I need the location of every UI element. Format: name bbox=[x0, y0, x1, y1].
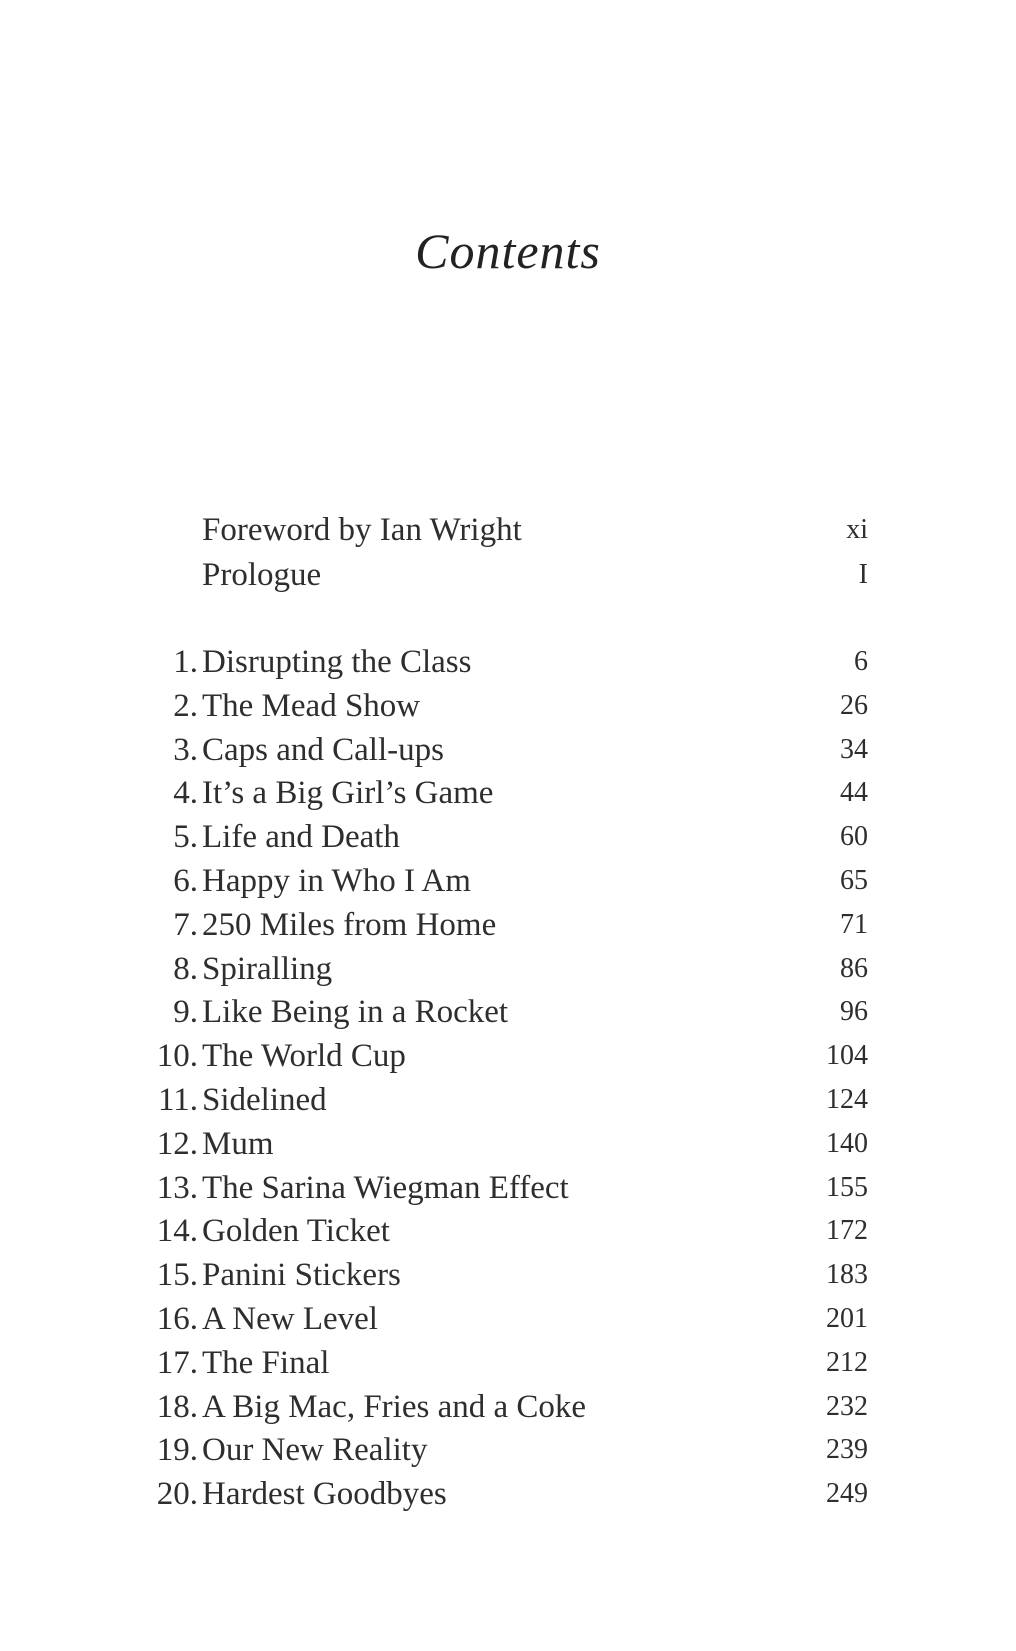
entry-title: Mum bbox=[202, 1126, 274, 1162]
toc-chapter-entry bbox=[0, 859, 1016, 903]
entry-title: A New Level bbox=[202, 1301, 378, 1337]
entry-title: Golden Ticket bbox=[202, 1213, 390, 1249]
toc-chapter-entry bbox=[0, 1034, 1016, 1078]
chapter-number: 15. bbox=[156, 1257, 198, 1293]
entry-title: It’s a Big Girl’s Game bbox=[202, 775, 494, 811]
entry-title: The Final bbox=[202, 1345, 330, 1381]
chapter-number: 11. bbox=[157, 1082, 198, 1118]
page-number: 201 bbox=[826, 1303, 868, 1334]
page-number: 65 bbox=[840, 865, 868, 896]
toc-chapter-entry bbox=[0, 1078, 1016, 1122]
chapter-number: 5. bbox=[173, 819, 198, 855]
toc-chapter-entry bbox=[0, 728, 1016, 772]
page-number: 86 bbox=[840, 953, 868, 984]
toc-chapter-entry bbox=[0, 640, 1016, 684]
toc-chapter-entry bbox=[0, 1472, 1016, 1516]
toc-chapter-entry bbox=[0, 815, 1016, 859]
toc-chapter-entry bbox=[0, 1253, 1016, 1297]
toc-chapter-entry bbox=[0, 1385, 1016, 1429]
page-number: 44 bbox=[840, 777, 868, 808]
chapter-number: 16. bbox=[156, 1301, 198, 1337]
page-number: 71 bbox=[840, 909, 868, 940]
page-number: 124 bbox=[826, 1084, 868, 1115]
entry-title: Spiralling bbox=[202, 951, 333, 987]
chapter-number: 19. bbox=[156, 1432, 198, 1468]
chapter-number: 14. bbox=[156, 1213, 198, 1249]
page-number: 232 bbox=[826, 1391, 868, 1422]
entry-title: The Mead Show bbox=[202, 688, 421, 724]
entry-title: A Big Mac, Fries and a Coke bbox=[202, 1389, 587, 1425]
page-number: 6 bbox=[854, 646, 868, 677]
page-number: 60 bbox=[840, 821, 868, 852]
page-number: 104 bbox=[826, 1040, 868, 1071]
chapter-number: 20. bbox=[156, 1476, 198, 1512]
page-number: 172 bbox=[826, 1215, 868, 1246]
chapter-number: 9. bbox=[173, 994, 198, 1030]
entry-title: Foreword by Ian Wright bbox=[202, 512, 522, 548]
entry-title: Our New Reality bbox=[202, 1432, 428, 1468]
chapter-number: 4. bbox=[173, 775, 198, 811]
toc-chapter-entry bbox=[0, 1166, 1016, 1210]
page-number: 96 bbox=[840, 996, 868, 1027]
entry-title: Hardest Goodbyes bbox=[202, 1476, 447, 1512]
chapter-number: 2. bbox=[173, 688, 198, 724]
toc-chapter-entry bbox=[0, 771, 1016, 815]
toc-front-matter-entry bbox=[0, 553, 1016, 597]
entry-title: Panini Stickers bbox=[202, 1257, 401, 1293]
page-number: 34 bbox=[840, 734, 868, 765]
toc-chapter-entry bbox=[0, 1209, 1016, 1253]
toc-chapter-entry bbox=[0, 1122, 1016, 1166]
toc-chapter-entry bbox=[0, 903, 1016, 947]
page-number: 183 bbox=[826, 1259, 868, 1290]
entry-title: The World Cup bbox=[202, 1038, 406, 1074]
chapter-number: 13. bbox=[156, 1170, 198, 1206]
entry-title: Happy in Who I Am bbox=[202, 863, 471, 899]
toc-chapter-entry bbox=[0, 1297, 1016, 1341]
toc-chapter-entry bbox=[0, 947, 1016, 991]
chapter-number: 1. bbox=[173, 644, 198, 680]
page-number: 212 bbox=[826, 1347, 868, 1378]
toc-chapter-entry bbox=[0, 684, 1016, 728]
page-number: xi bbox=[846, 514, 868, 545]
chapter-number: 17. bbox=[156, 1345, 198, 1381]
entry-title: Like Being in a Rocket bbox=[202, 994, 509, 1030]
entry-title: Disrupting the Class bbox=[202, 644, 472, 680]
toc-chapter-entry bbox=[0, 1428, 1016, 1472]
chapter-number: 10. bbox=[156, 1038, 198, 1074]
chapter-number: 6. bbox=[173, 863, 198, 899]
toc-front-matter-entry bbox=[0, 508, 1016, 552]
chapter-number: 18. bbox=[156, 1389, 198, 1425]
entry-title: 250 Miles from Home bbox=[202, 907, 497, 943]
page-number: 140 bbox=[826, 1128, 868, 1159]
chapter-number: 3. bbox=[173, 732, 198, 768]
page-number: 239 bbox=[826, 1434, 868, 1465]
entry-title: Prologue bbox=[202, 557, 322, 593]
entry-title: Life and Death bbox=[202, 819, 400, 855]
entry-title: Sidelined bbox=[202, 1082, 327, 1118]
chapter-number: 7. bbox=[173, 907, 198, 943]
page-number: 26 bbox=[840, 690, 868, 721]
entry-title: The Sarina Wiegman Effect bbox=[202, 1170, 569, 1206]
toc-chapter-entry bbox=[0, 1341, 1016, 1385]
page-title: Contents bbox=[415, 223, 601, 279]
page-number: I bbox=[858, 559, 868, 590]
chapter-number: 12. bbox=[156, 1126, 198, 1162]
entry-title: Caps and Call-ups bbox=[202, 732, 444, 768]
page-number: 155 bbox=[826, 1172, 868, 1203]
chapter-number: 8. bbox=[173, 951, 198, 987]
toc-chapter-entry bbox=[0, 990, 1016, 1034]
page-number: 249 bbox=[826, 1478, 868, 1509]
